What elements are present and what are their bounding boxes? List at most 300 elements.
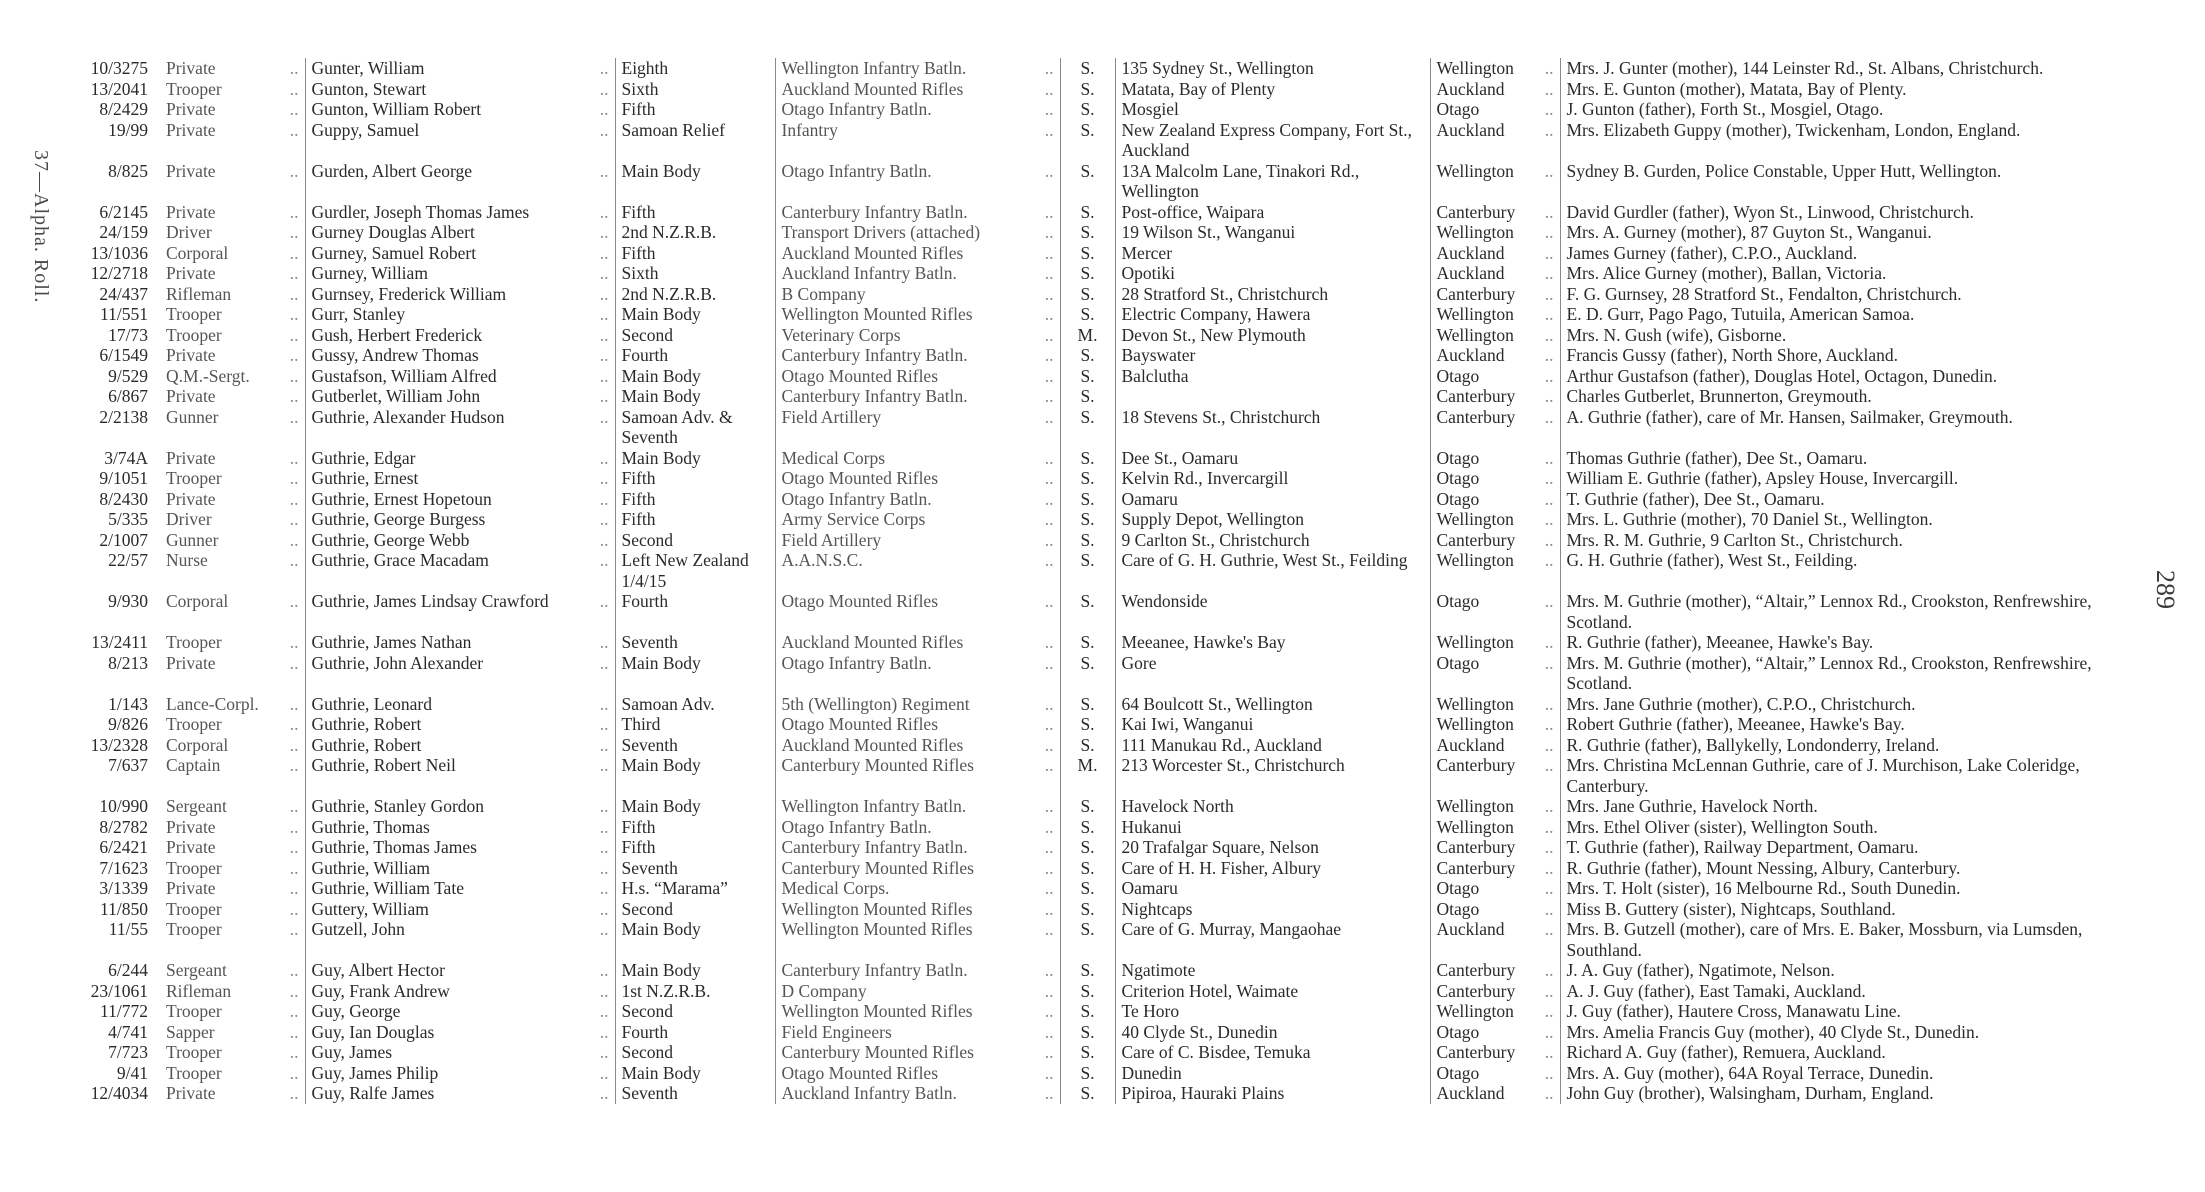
leader-dots: .. xyxy=(599,734,609,755)
unit: Canterbury Infantry Batln. xyxy=(781,837,968,857)
soldier-name-cell xyxy=(305,161,615,202)
soldier-name-cell xyxy=(305,755,615,796)
unit: Field Artillery xyxy=(781,529,882,550)
marital-status-cell xyxy=(1060,899,1115,920)
regimental-number: 24/159 xyxy=(99,222,148,242)
marital-status: S. xyxy=(1080,1062,1095,1083)
marital-status-cell xyxy=(1060,1022,1115,1043)
rank: Captain xyxy=(166,755,221,775)
regimental-number-cell xyxy=(60,489,160,510)
unit: Auckland Mounted Rifles xyxy=(781,632,964,652)
marital-status-cell xyxy=(1060,755,1115,796)
military-district: Canterbury xyxy=(1436,283,1516,304)
last-address-cell xyxy=(1115,120,1430,161)
leader-dots: .. xyxy=(289,796,299,816)
soldier-name-cell xyxy=(305,345,615,366)
military-district-cell xyxy=(1430,284,1560,305)
table-row xyxy=(60,202,2160,223)
regimental-number: 8/213 xyxy=(108,652,148,673)
last-address-cell xyxy=(1115,243,1430,264)
military-district: Otago xyxy=(1436,488,1480,509)
soldier-name-cell xyxy=(305,632,615,653)
unit-cell xyxy=(775,407,1060,448)
leader-dots: .. xyxy=(1544,816,1554,837)
unit: D Company xyxy=(781,980,867,1001)
marital-status-cell xyxy=(1060,550,1115,591)
leader-dots: .. xyxy=(599,816,609,837)
marital-status: S. xyxy=(1080,1001,1095,1021)
leader-dots: .. xyxy=(1544,119,1554,140)
draft: Fifth xyxy=(621,99,656,119)
regimental-number: 3/74A xyxy=(104,447,148,468)
draft: 2nd N.Z.R.B. xyxy=(621,283,717,304)
rank: Driver xyxy=(166,509,212,529)
rank-cell xyxy=(160,448,305,469)
last-address-cell xyxy=(1115,161,1430,202)
soldier-name: Gurdler, Joseph Thomas James xyxy=(311,201,530,222)
rank-cell xyxy=(160,366,305,387)
marital-status-cell xyxy=(1060,653,1115,694)
marital-status: S. xyxy=(1080,652,1095,673)
rank: Trooper xyxy=(166,304,222,324)
table-row xyxy=(60,591,2160,632)
regimental-number: 9/41 xyxy=(116,1062,148,1083)
rank: Trooper xyxy=(166,898,222,919)
soldier-name: Guthrie, Leonard xyxy=(311,693,433,714)
leader-dots: .. xyxy=(599,201,609,222)
next-of-kin: Francis Gussy (father), North Shore, Auckland. xyxy=(1566,345,1898,365)
next-of-kin-cell xyxy=(1560,243,2160,264)
soldier-name: Guy, James Philip xyxy=(311,1062,439,1083)
next-of-kin-cell xyxy=(1560,509,2160,530)
draft: Main Body xyxy=(621,304,701,324)
soldier-name-cell xyxy=(305,878,615,899)
military-district-cell xyxy=(1430,1022,1560,1043)
unit-cell xyxy=(775,304,1060,325)
regimental-number: 6/2421 xyxy=(99,837,148,857)
soldier-name-cell xyxy=(305,99,615,120)
rank-cell xyxy=(160,1083,305,1104)
regimental-number: 2/1007 xyxy=(99,529,148,550)
unit-cell xyxy=(775,202,1060,223)
regimental-number: 13/2411 xyxy=(91,632,148,652)
soldier-name: Guthrie, Thomas James xyxy=(311,837,477,857)
regimental-number: 19/99 xyxy=(108,119,148,140)
draft-cell xyxy=(615,550,775,591)
military-district: Auckland xyxy=(1436,1083,1505,1103)
military-district: Otago xyxy=(1436,1062,1480,1083)
leader-dots: .. xyxy=(1044,796,1054,816)
last-address-cell xyxy=(1115,448,1430,469)
next-of-kin: A. Guthrie (father), care of Mr. Hansen, Sailmaker, Greymouth. xyxy=(1566,406,2013,427)
soldier-name-cell xyxy=(305,222,615,243)
military-district-cell xyxy=(1430,878,1560,899)
draft: Second xyxy=(621,1042,674,1062)
regimental-number: 13/2328 xyxy=(90,734,148,755)
regimental-number: 3/1339 xyxy=(99,878,148,898)
regimental-number-cell xyxy=(60,284,160,305)
marital-status: S. xyxy=(1080,529,1095,550)
draft: Fourth xyxy=(621,345,669,365)
marital-status: S. xyxy=(1080,365,1095,386)
table-row xyxy=(60,222,2160,243)
regimental-number: 4/741 xyxy=(108,1021,148,1042)
last-address: Meeanee, Hawke's Bay xyxy=(1121,632,1286,652)
military-district-cell xyxy=(1430,714,1560,735)
leader-dots: .. xyxy=(289,263,299,283)
rank: Trooper xyxy=(166,1062,222,1083)
regimental-number-cell xyxy=(60,366,160,387)
military-district: Otago xyxy=(1436,898,1480,919)
rank: Lance-Corpl. xyxy=(166,693,259,714)
military-district: Auckland xyxy=(1436,263,1505,283)
marital-status: S. xyxy=(1080,345,1095,365)
unit-cell xyxy=(775,1001,1060,1022)
leader-dots: .. xyxy=(599,365,609,386)
marital-status: S. xyxy=(1080,919,1095,939)
military-district: Wellington xyxy=(1436,816,1514,837)
regimental-number: 9/826 xyxy=(108,714,148,734)
military-district-cell xyxy=(1430,735,1560,756)
leader-dots: .. xyxy=(1044,263,1054,283)
marital-status-cell xyxy=(1060,817,1115,838)
marital-status-cell xyxy=(1060,263,1115,284)
marital-status: S. xyxy=(1080,878,1095,898)
leader-dots: .. xyxy=(599,550,609,570)
table-row xyxy=(60,120,2160,161)
rank-cell xyxy=(160,468,305,489)
next-of-kin-cell xyxy=(1560,714,2160,735)
regimental-number-cell xyxy=(60,448,160,469)
marital-status-cell xyxy=(1060,79,1115,100)
leader-dots: .. xyxy=(1044,488,1054,509)
next-of-kin-cell xyxy=(1560,366,2160,387)
roll-section-title: 37—Alpha. Roll. xyxy=(30,150,52,304)
unit-cell xyxy=(775,981,1060,1002)
draft: Main Body xyxy=(621,652,701,673)
unit-cell xyxy=(775,837,1060,858)
draft-cell xyxy=(615,263,775,284)
leader-dots: .. xyxy=(599,529,609,550)
leader-dots: .. xyxy=(1044,509,1054,529)
last-address-cell xyxy=(1115,714,1430,735)
leader-dots: .. xyxy=(289,242,299,263)
leader-dots: .. xyxy=(289,1062,299,1083)
draft-cell xyxy=(615,714,775,735)
leader-dots: .. xyxy=(1044,201,1054,222)
regimental-number: 7/1623 xyxy=(99,857,148,878)
draft-cell xyxy=(615,837,775,858)
soldier-name-cell xyxy=(305,919,615,960)
soldier-name-cell xyxy=(305,530,615,551)
unit-cell xyxy=(775,243,1060,264)
draft-cell xyxy=(615,79,775,100)
soldier-name-cell xyxy=(305,407,615,448)
draft: Sixth xyxy=(621,78,659,99)
marital-status-cell xyxy=(1060,222,1115,243)
soldier-name: Guthrie, George Burgess xyxy=(311,509,486,529)
regimental-number-cell xyxy=(60,694,160,715)
unit: Field Engineers xyxy=(781,1021,892,1042)
draft-cell xyxy=(615,243,775,264)
unit: Infantry xyxy=(781,119,838,140)
next-of-kin: T. Guthrie (father), Railway Department, Oamaru. xyxy=(1566,837,1919,857)
leader-dots: .. xyxy=(1544,345,1554,365)
marital-status: S. xyxy=(1080,980,1095,1001)
rank: Private xyxy=(166,386,216,406)
soldier-name: Guthrie, Stanley Gordon xyxy=(311,796,485,816)
leader-dots: .. xyxy=(289,878,299,898)
military-district-cell xyxy=(1430,591,1560,632)
draft-cell xyxy=(615,1001,775,1022)
marital-status: S. xyxy=(1080,591,1095,611)
military-district: Auckland xyxy=(1436,345,1505,365)
unit-cell xyxy=(775,509,1060,530)
military-district-cell xyxy=(1430,981,1560,1002)
leader-dots: .. xyxy=(289,857,299,878)
last-address-cell xyxy=(1115,263,1430,284)
marital-status-cell xyxy=(1060,837,1115,858)
soldier-name-cell xyxy=(305,284,615,305)
last-address-cell xyxy=(1115,202,1430,223)
marital-status-cell xyxy=(1060,1063,1115,1084)
soldier-name-cell xyxy=(305,120,615,161)
leader-dots: .. xyxy=(599,796,609,816)
leader-dots: .. xyxy=(289,304,299,324)
draft: Second xyxy=(621,324,674,345)
next-of-kin: E. D. Gurr, Pago Pago, Tutuila, American Samoa. xyxy=(1566,304,1915,324)
leader-dots: .. xyxy=(1044,1021,1054,1042)
soldier-name-cell xyxy=(305,817,615,838)
unit-cell xyxy=(775,694,1060,715)
regimental-number-cell xyxy=(60,899,160,920)
leader-dots: .. xyxy=(1544,468,1554,488)
leader-dots: .. xyxy=(1544,529,1554,550)
last-address: Supply Depot, Wellington xyxy=(1121,509,1305,529)
military-district: Otago xyxy=(1436,878,1480,898)
unit: Canterbury Mounted Rifles xyxy=(781,857,974,878)
regimental-number-cell xyxy=(60,120,160,161)
unit: Veterinary Corps xyxy=(781,324,901,345)
leader-dots: .. xyxy=(599,714,609,734)
table-row xyxy=(60,653,2160,694)
regimental-number: 24/437 xyxy=(99,283,148,304)
leader-dots: .. xyxy=(289,1042,299,1062)
leader-dots: .. xyxy=(599,960,609,980)
leader-dots: .. xyxy=(1544,1062,1554,1083)
soldier-name-cell xyxy=(305,1042,615,1063)
military-district: Otago xyxy=(1436,591,1480,611)
soldier-name: Guthrie, George Webb xyxy=(311,529,470,550)
marital-status-cell xyxy=(1060,58,1115,79)
leader-dots: .. xyxy=(599,99,609,119)
regimental-number-cell xyxy=(60,1001,160,1022)
soldier-name: Gutberlet, William John xyxy=(311,386,481,406)
last-address: Care of H. H. Fisher, Albury xyxy=(1121,857,1322,878)
unit-cell xyxy=(775,325,1060,346)
leader-dots: .. xyxy=(289,386,299,406)
leader-dots: .. xyxy=(289,119,299,140)
marital-status-cell xyxy=(1060,407,1115,448)
next-of-kin: Mrs. Amelia Francis Guy (mother), 40 Clyde St., Dunedin. xyxy=(1566,1021,1980,1042)
last-address: Care of G. H. Guthrie, West St., Feilding xyxy=(1121,550,1408,570)
soldier-name: Gutzell, John xyxy=(311,919,405,939)
last-address: Nightcaps xyxy=(1121,898,1193,919)
leader-dots: .. xyxy=(1044,632,1054,652)
marital-status-cell xyxy=(1060,345,1115,366)
leader-dots: .. xyxy=(1044,529,1054,550)
rank-cell xyxy=(160,694,305,715)
next-of-kin: John Guy (brother), Walsingham, Durham, England. xyxy=(1566,1083,1934,1103)
last-address: Mercer xyxy=(1121,242,1173,263)
table-row xyxy=(60,407,2160,448)
unit: Canterbury Infantry Batln. xyxy=(781,386,968,406)
leader-dots: .. xyxy=(599,119,609,140)
next-of-kin: Richard A. Guy (father), Remuera, Auckland. xyxy=(1566,1042,1886,1062)
regimental-number-cell xyxy=(60,530,160,551)
last-address-cell xyxy=(1115,99,1430,120)
military-district-cell xyxy=(1430,1083,1560,1104)
draft: Main Body xyxy=(621,796,701,816)
regimental-number-cell xyxy=(60,468,160,489)
leader-dots: .. xyxy=(1044,222,1054,242)
leader-dots: .. xyxy=(289,222,299,242)
soldier-name: Gurden, Albert George xyxy=(311,160,473,181)
regimental-number-cell xyxy=(60,981,160,1002)
table-row xyxy=(60,817,2160,838)
last-address: Havelock North xyxy=(1121,796,1234,816)
leader-dots: .. xyxy=(289,591,299,611)
next-of-kin: Mrs. T. Holt (sister), 16 Melbourne Rd., South Dunedin. xyxy=(1566,878,1961,898)
soldier-name-cell xyxy=(305,79,615,100)
soldier-name: Guy, James xyxy=(311,1042,393,1062)
next-of-kin: James Gurney (father), C.P.O., Auckland. xyxy=(1566,242,1858,263)
leader-dots: .. xyxy=(1044,304,1054,324)
soldier-name: Guthrie, Grace Macadam xyxy=(311,550,489,570)
leader-dots: .. xyxy=(1544,837,1554,857)
military-district: Wellington xyxy=(1436,796,1514,816)
marital-status: S. xyxy=(1080,386,1095,406)
regimental-number-cell xyxy=(60,632,160,653)
leader-dots: .. xyxy=(1544,324,1554,345)
draft: Fifth xyxy=(621,488,656,509)
draft: Left New Zealand 1/4/15 xyxy=(621,550,749,591)
draft-cell xyxy=(615,1022,775,1043)
soldier-name: Guttery, William xyxy=(311,898,429,919)
unit-cell xyxy=(775,653,1060,694)
military-district: Wellington xyxy=(1436,304,1514,324)
military-district: Wellington xyxy=(1436,550,1514,570)
marital-status: S. xyxy=(1080,201,1095,222)
soldier-name: Guy, Ralfe James xyxy=(311,1083,435,1103)
military-district: Canterbury xyxy=(1436,1042,1516,1062)
regimental-number: 7/637 xyxy=(108,755,148,775)
unit: Medical Corps. xyxy=(781,878,890,898)
regimental-number: 6/244 xyxy=(108,960,148,980)
table-row xyxy=(60,919,2160,960)
soldier-name: Gunton, Stewart xyxy=(311,78,427,99)
unit-cell xyxy=(775,632,1060,653)
marital-status: S. xyxy=(1080,898,1095,919)
last-address: Post-office, Waipara xyxy=(1121,201,1265,222)
leader-dots: .. xyxy=(599,693,609,714)
next-of-kin: Mrs. Elizabeth Guppy (mother), Twickenham, London, England. xyxy=(1566,119,2021,140)
soldier-name-cell xyxy=(305,858,615,879)
next-of-kin-cell xyxy=(1560,120,2160,161)
leader-dots: .. xyxy=(289,406,299,427)
draft: Third xyxy=(621,714,661,734)
nominal-roll-table xyxy=(60,58,2160,1104)
draft: Fourth xyxy=(621,591,669,611)
military-district-cell xyxy=(1430,817,1560,838)
unit-cell xyxy=(775,714,1060,735)
rank: Trooper xyxy=(166,468,222,488)
marital-status: S. xyxy=(1080,714,1095,734)
table-row xyxy=(60,530,2160,551)
military-district-cell xyxy=(1430,509,1560,530)
table-row xyxy=(60,878,2160,899)
draft-cell xyxy=(615,653,775,694)
regimental-number-cell xyxy=(60,99,160,120)
rank: Private xyxy=(166,263,216,283)
rank: Corporal xyxy=(166,242,229,263)
soldier-name-cell xyxy=(305,981,615,1002)
rank: Driver xyxy=(166,222,212,242)
military-district: Wellington xyxy=(1436,222,1514,242)
marital-status-cell xyxy=(1060,858,1115,879)
next-of-kin-cell xyxy=(1560,468,2160,489)
draft-cell xyxy=(615,489,775,510)
next-of-kin: R. Guthrie (father), Mount Nessing, Albury, Canterbury. xyxy=(1566,857,1961,878)
regimental-number: 6/1549 xyxy=(99,345,148,365)
leader-dots: .. xyxy=(289,1001,299,1021)
soldier-name: Guthrie, Edgar xyxy=(311,447,416,468)
last-address-cell xyxy=(1115,407,1430,448)
unit-cell xyxy=(775,817,1060,838)
next-of-kin: Arthur Gustafson (father), Douglas Hotel, Octagon, Dunedin. xyxy=(1566,365,1998,386)
draft: Seventh xyxy=(621,857,678,878)
unit: Otago Mounted Rifles xyxy=(781,714,939,734)
rank-cell xyxy=(160,837,305,858)
next-of-kin-cell xyxy=(1560,1063,2160,1084)
leader-dots: .. xyxy=(289,509,299,529)
regimental-number: 11/850 xyxy=(100,898,148,919)
next-of-kin-cell xyxy=(1560,304,2160,325)
leader-dots: .. xyxy=(1544,58,1554,78)
rank-cell xyxy=(160,263,305,284)
draft: Seventh xyxy=(621,1083,678,1103)
leader-dots: .. xyxy=(599,857,609,878)
next-of-kin-cell xyxy=(1560,694,2160,715)
rank: Rifleman xyxy=(166,980,232,1001)
unit-cell xyxy=(775,796,1060,817)
military-district: Wellington xyxy=(1436,632,1514,652)
unit: Canterbury Infantry Batln. xyxy=(781,201,968,222)
soldier-name: Gush, Herbert Frederick xyxy=(311,324,483,345)
marital-status: S. xyxy=(1080,58,1095,78)
table-row xyxy=(60,1022,2160,1043)
next-of-kin-cell xyxy=(1560,858,2160,879)
draft-cell xyxy=(615,1063,775,1084)
next-of-kin: Mrs. R. M. Guthrie, 9 Carlton St., Christchurch. xyxy=(1566,529,1903,550)
next-of-kin: R. Guthrie (father), Meeanee, Hawke's Bay. xyxy=(1566,632,1874,652)
military-district-cell xyxy=(1430,530,1560,551)
next-of-kin-cell xyxy=(1560,161,2160,202)
last-address-cell xyxy=(1115,1042,1430,1063)
rank-cell xyxy=(160,550,305,591)
unit-cell xyxy=(775,899,1060,920)
leader-dots: .. xyxy=(1544,242,1554,263)
